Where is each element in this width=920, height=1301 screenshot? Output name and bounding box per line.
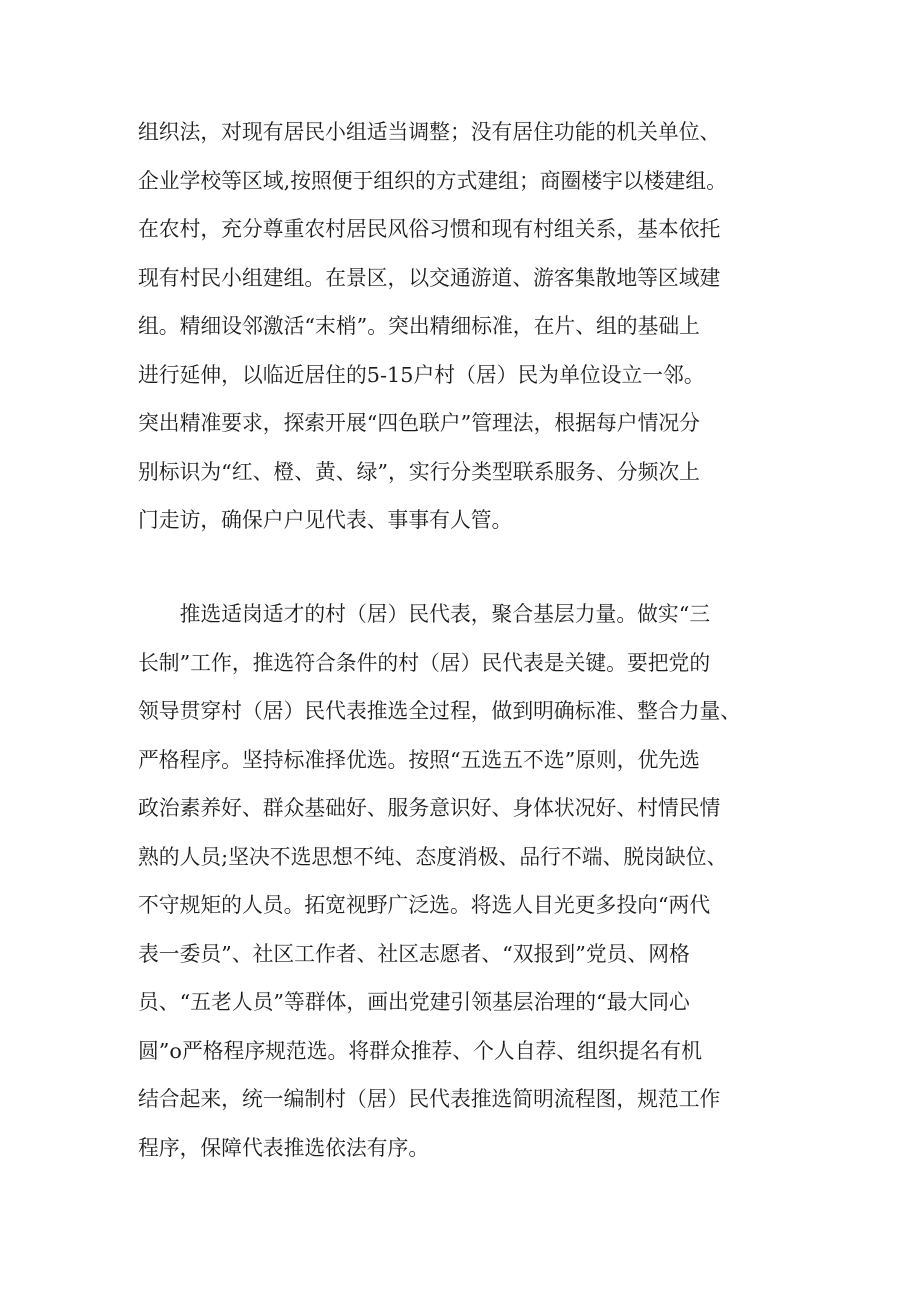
paragraph-line: 政治素养好、群众基础好、服务意识好、身体状况好、村情民情 — [138, 796, 721, 820]
paragraph-2 — [138, 590, 798, 1172]
paragraph-line: 推选适岗适才的村（居）民代表，聚合基层力量。做实“三 — [138, 602, 711, 626]
paragraph-line: 表一委员”、社区工作者、社区志愿者、“双报到”党员、网格 — [138, 941, 690, 966]
paragraph-line: 不守规矩的人员。拓宽视野广泛选。将选人目光更多投向“两代 — [138, 893, 711, 917]
paragraph-line: 现有村民小组建组。在景区，以交通游道、游客集散地等区域建 — [138, 265, 721, 290]
paragraph-line: 程序，保障代表推选依法有序。 — [138, 1135, 430, 1160]
paragraph-line: 别标识为“红、橙、黄、绿”，实行分类型联系服务、分频次上 — [138, 459, 700, 484]
paragraph-line: 长制”工作，推选符合条件的村（居）民代表是关键。要把党的 — [138, 650, 711, 675]
paragraph-line: 结合起来，统一编制村（居）民代表推选简明流程图，规范工作 — [138, 1087, 721, 1111]
paragraph-line: 圆”o严格程序规范选。将群众推荐、个人自荐、组织提名有机 — [138, 1038, 702, 1063]
paragraph-line: 员、“五老人员”等群体，画出党建引领基层治理的“最大同心 — [138, 990, 690, 1014]
paragraph-line: 组织法，对现有居民小组适当调整；没有居住功能的机关单位、 — [138, 120, 721, 144]
paragraph-line: 企业学校等区域,按照便于组织的方式建组；商圈楼宇以楼建组。 — [138, 168, 727, 193]
paragraph-line: 门走访，确保户户见代表、事事有人管。 — [138, 508, 513, 532]
paragraph-1 — [138, 108, 798, 545]
paragraph-line: 领导贯穿村（居）民代表推选全过程，做到明确标准、整合力量、 — [138, 699, 742, 723]
paragraph-line: 熟的人员;坚决不选思想不纯、态度消极、品行不端、脱岗缺位、 — [138, 844, 728, 869]
paragraph-line: 组。精细设邻激活“末梢”。突出精细标准，在片、组的基础上 — [138, 314, 700, 338]
paragraph-line: 进行延伸，以临近居住的5-15户村（居）民为单位设立一邻。 — [138, 362, 705, 387]
paragraph-line: 突出精准要求，探索开展“四色联户”管理法，根据每户情况分 — [138, 411, 700, 435]
paragraph-line: 严格程序。坚持标准择优选。按照“五选五不选”原则，优先选 — [138, 747, 700, 772]
paragraph-line: 在农村，充分尊重农村居民风俗习惯和现有村组关系，基本依托 — [138, 217, 721, 241]
